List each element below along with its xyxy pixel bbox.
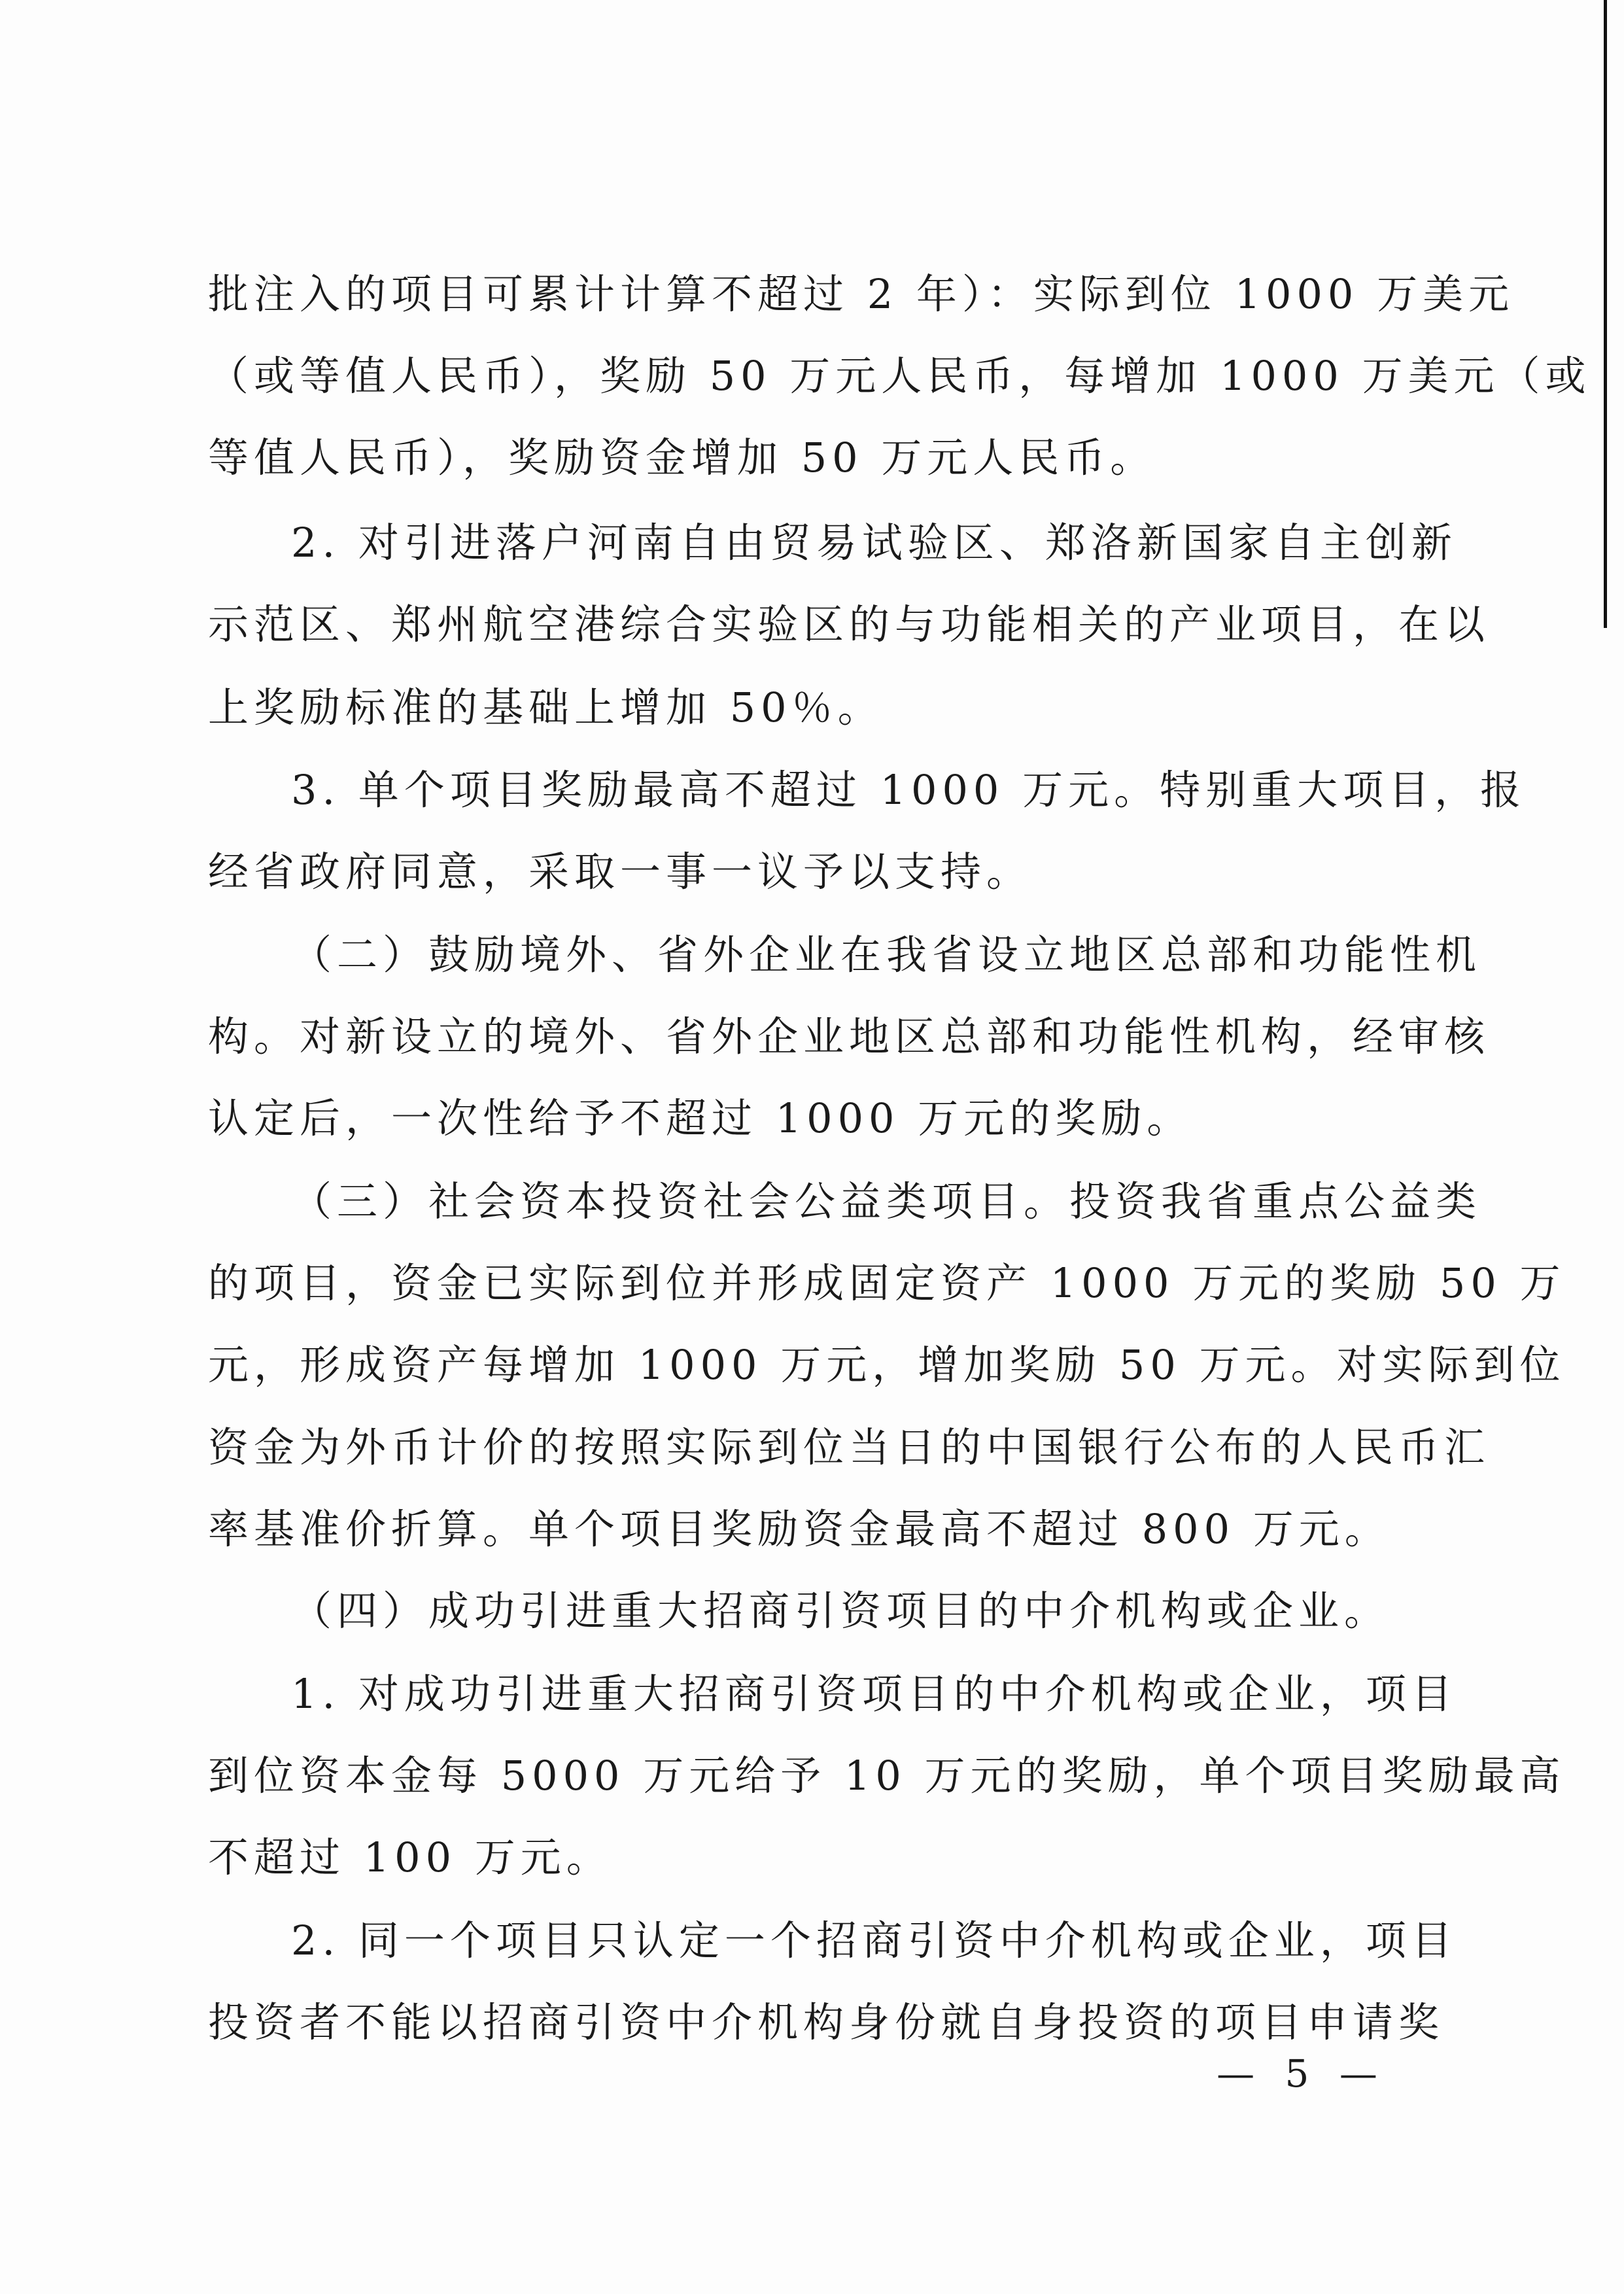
text-line: 资金为外币计价的按照实际到位当日的中国银行公布的人民币汇 (208, 1423, 1491, 1471)
paragraph-first-line: （二）鼓励境外、省外企业在我省设立地区总部和功能性机 (291, 931, 1482, 979)
paragraph-first-line: 3. 单个项目奖励最高不超过 1000 万元。特别重大项目，报 (291, 766, 1527, 814)
text-line: 等值人民币），奖励资金增加 50 万元人民币。 (208, 434, 1156, 481)
text-line: 示范区、郑州航空港综合实验区的与功能相关的产业项目，在以 (208, 600, 1491, 648)
text-line: 上奖励标准的基础上增加 50％。 (208, 684, 884, 731)
scan-edge-line (1604, 0, 1607, 628)
text-line: 到位资本金每 5000 万元给予 10 万元的奖励，单个项目奖励最高 (208, 1752, 1566, 1799)
text-line: 经省政府同意，采取一事一议予以支持。 (208, 848, 1033, 895)
text-line: （或等值人民币），奖励 50 万元人民币，每增加 1000 万美元（或 (208, 352, 1591, 400)
text-line: 不超过 100 万元。 (208, 1833, 612, 1881)
paragraph-first-line: 1. 对成功引进重大招商引资项目的中介机构或企业，项目 (291, 1670, 1457, 1718)
text-line: 元，形成资产每增加 1000 万元，增加奖励 50 万元。对实际到位 (208, 1341, 1566, 1389)
paragraph-first-line: 2. 对引进落户河南自由贸易试验区、郑洛新国家自主创新 (291, 519, 1457, 566)
paragraph-first-line: （三）社会资本投资社会公益类项目。投资我省重点公益类 (291, 1177, 1482, 1225)
section-heading: （四）成功引进重大招商引资项目的中介机构或企业。 (291, 1587, 1391, 1635)
text-line: 认定后，一次性给予不超过 1000 万元的奖励。 (208, 1094, 1193, 1142)
paragraph-first-line: 2. 同一个项目只认定一个招商引资中介机构或企业，项目 (291, 1917, 1457, 1964)
page-number: — 5 — (1217, 2051, 1387, 2096)
text-line: 率基准价折算。单个项目奖励资金最高不超过 800 万元。 (208, 1505, 1391, 1553)
text-line: 批注入的项目可累计计算不超过 2 年）：实际到位 1000 万美元 (208, 270, 1515, 318)
text-line: 构。对新设立的境外、省外企业地区总部和功能性机构，经审核 (208, 1013, 1491, 1060)
text-line: 的项目，资金已实际到位并形成固定资产 1000 万元的奖励 50 万 (208, 1259, 1566, 1307)
text-line: 投资者不能以招商引资中介机构身份就自身投资的项目申请奖 (208, 1998, 1445, 2046)
